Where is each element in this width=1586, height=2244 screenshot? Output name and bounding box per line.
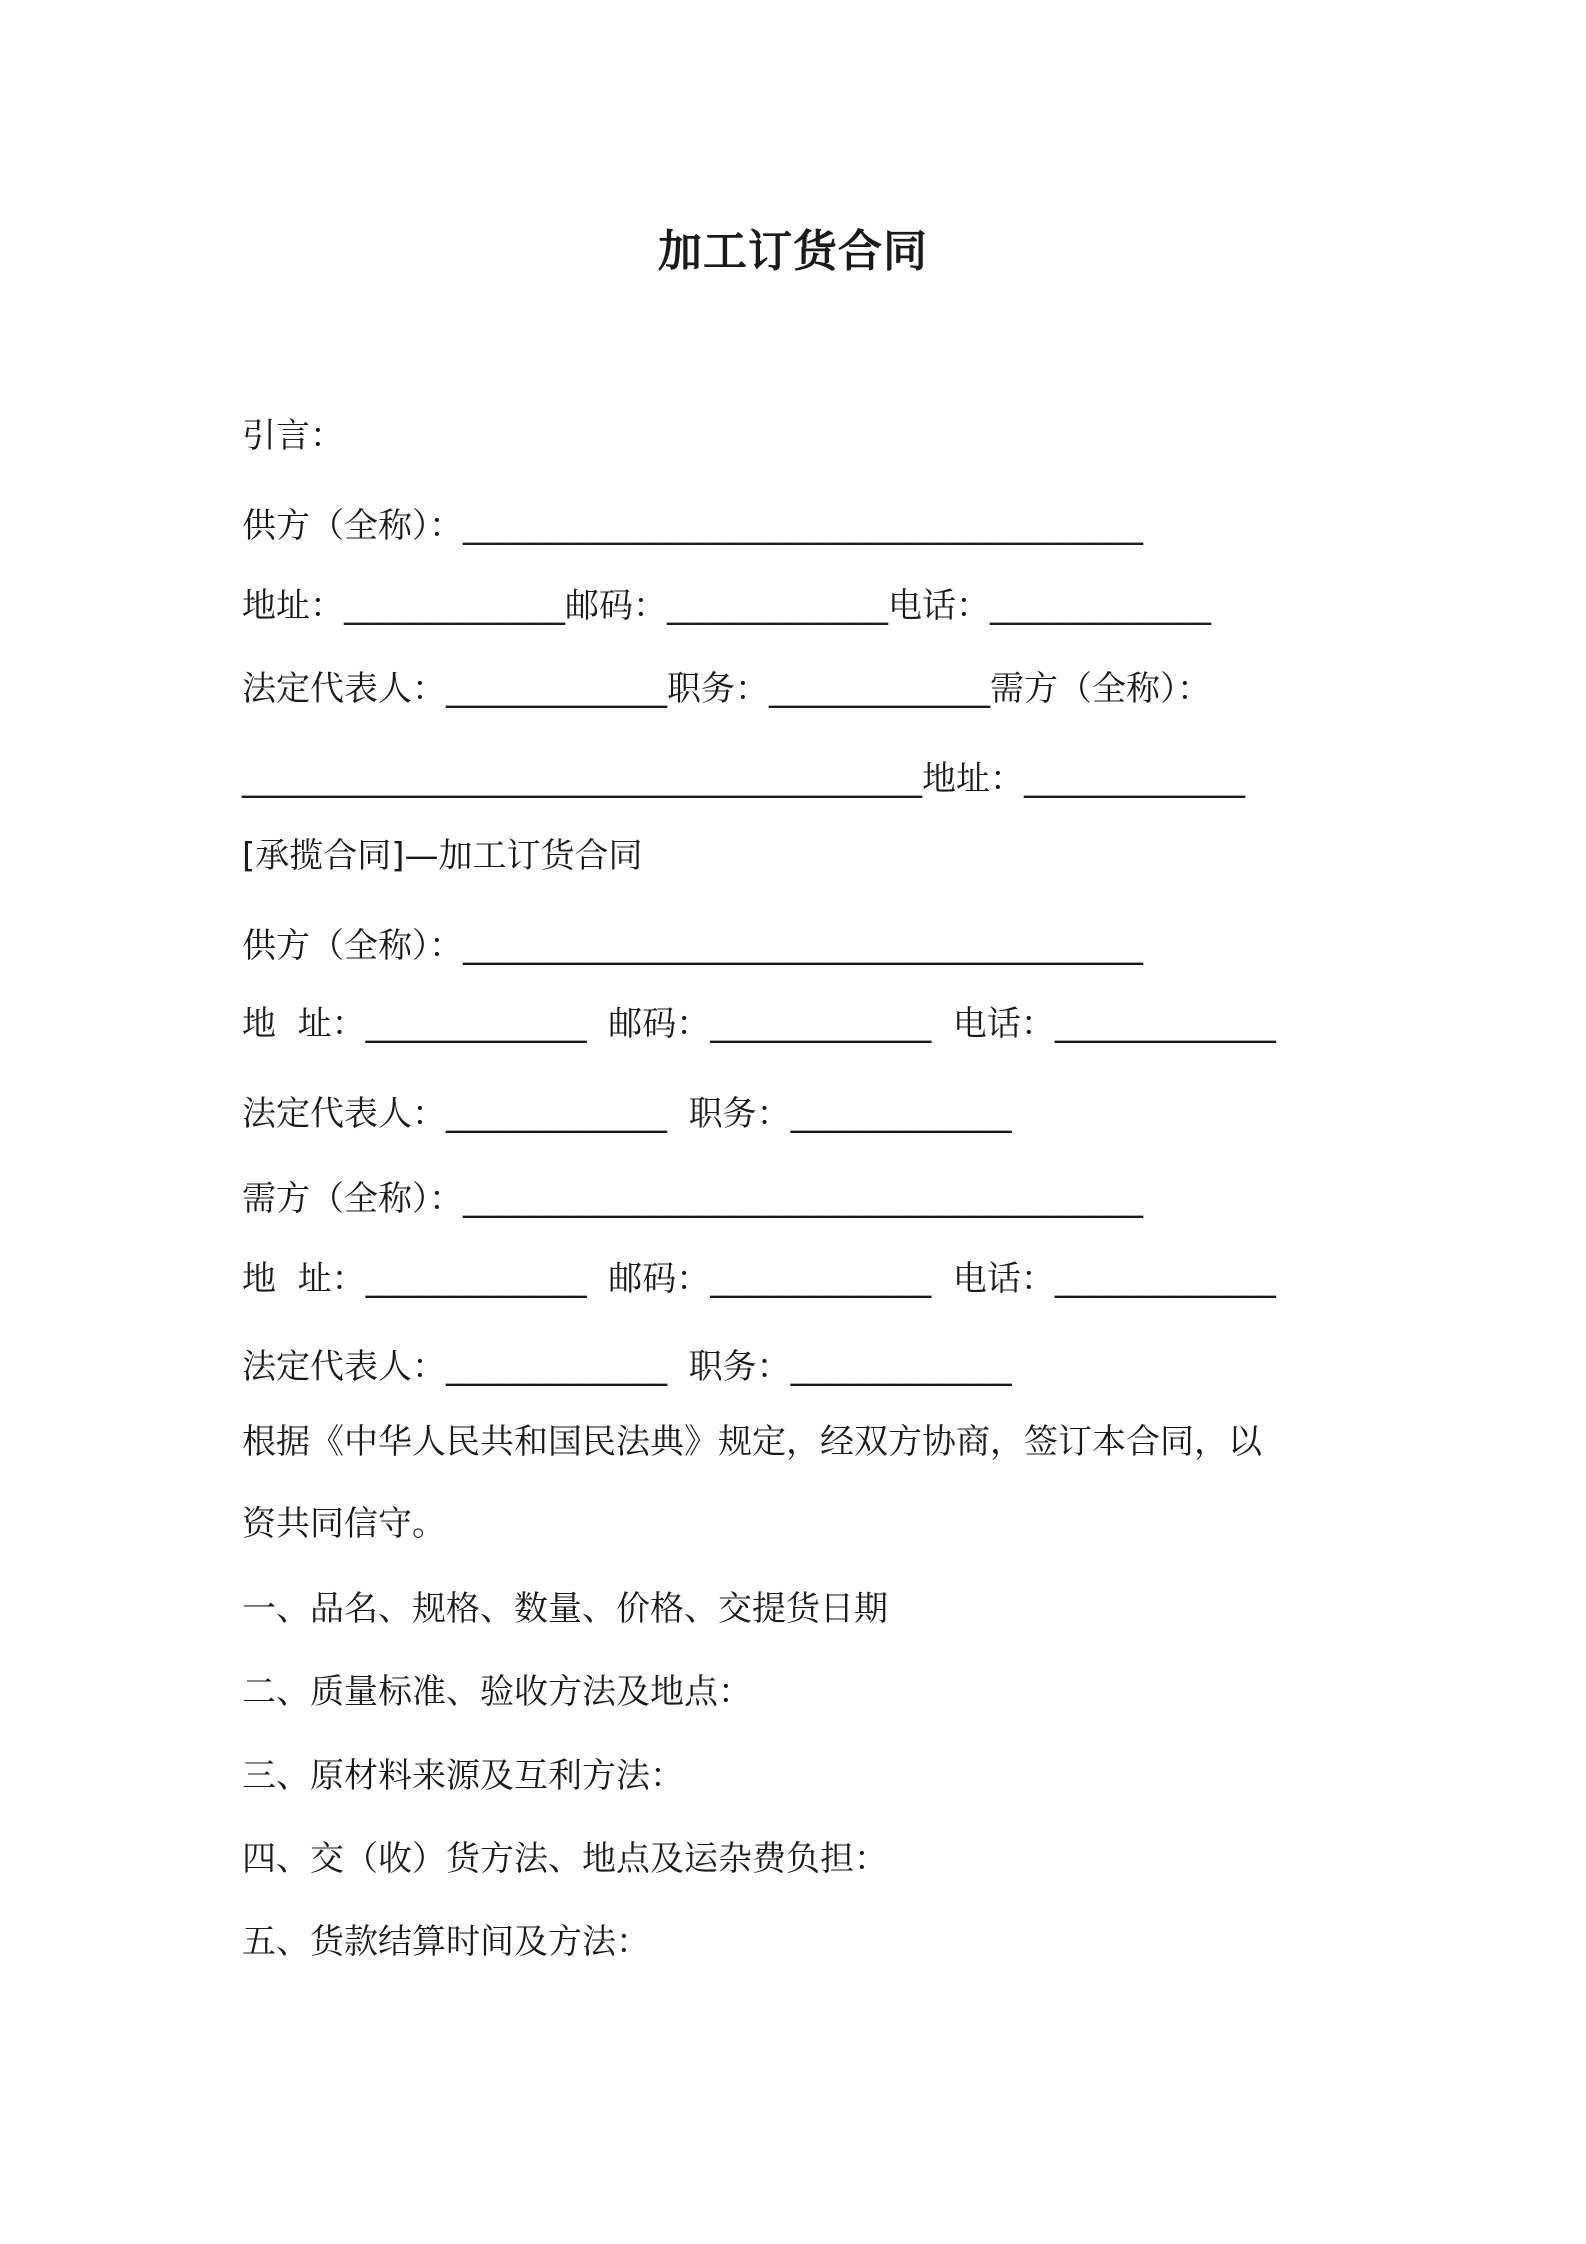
clause-4: 四、交（收）货方法、地点及运杂费负担：: [242, 1839, 888, 1879]
supplier-name-line-2: 供方（全称）：________________________________________: [242, 926, 1143, 966]
supplier-address-line: 地址：_____________邮码：_____________电话：_____________: [242, 586, 1211, 626]
clause-1: 一、品名、规格、数量、价格、交提货日期: [242, 1589, 888, 1629]
intro-label: 引言：: [242, 416, 344, 456]
clause-5: 五、货款结算时间及方法：: [242, 1922, 650, 1962]
preamble-text-line-2: 资共同信守。: [242, 1504, 446, 1544]
buyer-address-line: 地 址：_____________ 邮码：_____________ 电话：_____________: [242, 1259, 1276, 1299]
buyer-blank-address-line: ________________________________________地址：_____________: [242, 759, 1245, 799]
supplier-representative-line: 法定代表人：_____________ 职务：_____________: [242, 1094, 1012, 1134]
supplier-name-line: 供方（全称）：________________________________________: [242, 506, 1143, 546]
clause-2: 二、质量标准、验收方法及地点：: [242, 1672, 752, 1712]
preamble-text-line-1: 根据《中华人民共和国民法典》规定，经双方协商，签订本合同，以: [242, 1422, 1262, 1462]
buyer-representative-line: 法定代表人：_____________ 职务：_____________: [242, 1347, 1012, 1387]
section-heading: [承揽合同]—加工订货合同: [242, 836, 643, 876]
clause-3: 三、原材料来源及互利方法：: [242, 1756, 684, 1796]
supplier-address-line-2: 地 址：_____________ 邮码：_____________ 电话：_____________: [242, 1004, 1276, 1044]
document-title: 加工订货合同: [658, 226, 928, 277]
buyer-name-line: 需方（全称）：________________________________________: [242, 1179, 1143, 1219]
representative-line: 法定代表人：_____________职务：_____________需方（全称）：: [242, 669, 1211, 709]
